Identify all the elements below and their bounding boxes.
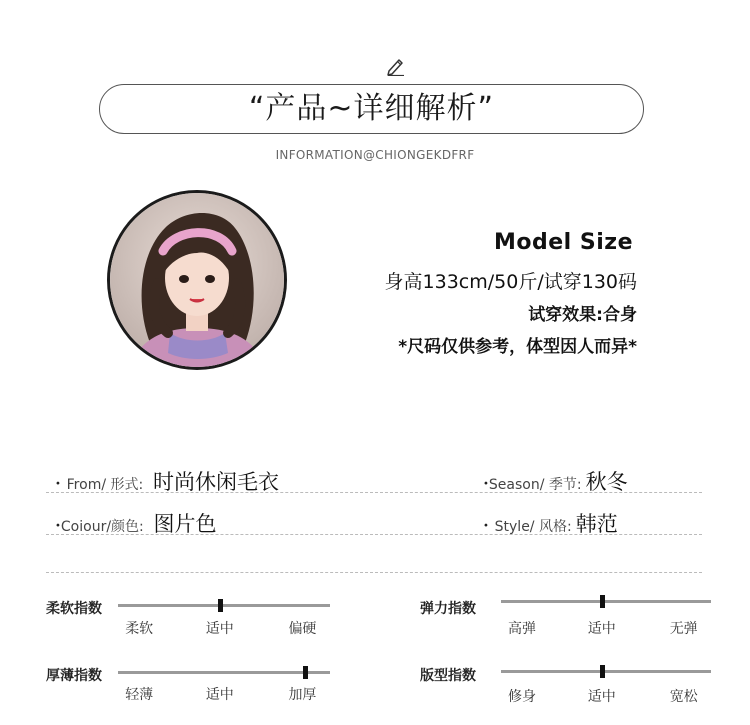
index-tick-label: 轻薄 — [125, 687, 154, 703]
index-tick-label: 宽松 — [669, 689, 698, 705]
divider — [46, 572, 702, 573]
page-title: “产品~详细解析” — [248, 91, 495, 126]
index-tick-label: 无弹 — [669, 621, 698, 637]
index-tick-label: 柔软 — [125, 621, 154, 637]
index-tick-label: 加厚 — [288, 687, 317, 703]
index-scale-track — [118, 604, 330, 607]
index-tick-label: 适中 — [205, 687, 234, 703]
model-photo — [107, 190, 287, 370]
index-tick-label: 修身 — [508, 689, 536, 705]
attr-from: • From/ 形式: 时尚休闲毛衣 — [55, 470, 279, 494]
attr-from-value: 时尚休闲毛衣 — [152, 470, 279, 494]
index-level-marker — [600, 665, 605, 678]
attr-colour: •Coiour/颜色: 图片色 — [55, 512, 217, 536]
index-tick-label: 适中 — [587, 621, 616, 637]
attr-colour-value: 图片色 — [153, 512, 217, 536]
attr-style-label: Style/ 风格: — [494, 519, 572, 535]
fit-result: 试穿效果:合身 — [528, 305, 637, 325]
page-subtitle: INFORMATION@CHIONGEKDFRF — [275, 148, 475, 162]
divider — [46, 492, 702, 493]
index-tick-label: 高弹 — [508, 621, 536, 637]
index-title: 柔软指数 — [46, 601, 102, 617]
index-level-marker — [600, 595, 605, 608]
divider — [46, 534, 702, 535]
model-size-heading: Model Size — [494, 230, 633, 255]
index-scale-track — [118, 671, 330, 674]
attr-from-label: From/ 形式: — [66, 477, 144, 493]
attr-style-value: 韩范 — [575, 512, 618, 536]
index-scale-track — [501, 670, 711, 673]
index-title: 弹力指数 — [420, 601, 476, 617]
index-tick-label: 适中 — [205, 621, 234, 637]
pencil-icon — [385, 56, 407, 76]
attr-season-label: Season/ 季节: — [488, 477, 582, 493]
index-scale-track — [501, 600, 711, 603]
attr-style: • Style/ 风格: 韩范 — [483, 512, 618, 536]
attr-season-value: 秋冬 — [585, 470, 628, 494]
index-title: 版型指数 — [420, 668, 476, 684]
index-tick-label: 偏硬 — [288, 621, 317, 637]
index-level-marker — [218, 599, 223, 612]
index-tick-label: 适中 — [587, 689, 616, 705]
size-disclaimer: *尺码仅供参考，体型因人而异* — [398, 337, 637, 357]
index-level-marker — [303, 666, 308, 679]
index-title: 厚薄指数 — [46, 668, 102, 684]
model-measurements: 身高133cm/50斤/试穿130码 — [384, 271, 637, 293]
attr-colour-label: Coiour/颜色: — [60, 519, 144, 535]
attr-season: •Season/ 季节: 秋冬 — [483, 470, 628, 494]
